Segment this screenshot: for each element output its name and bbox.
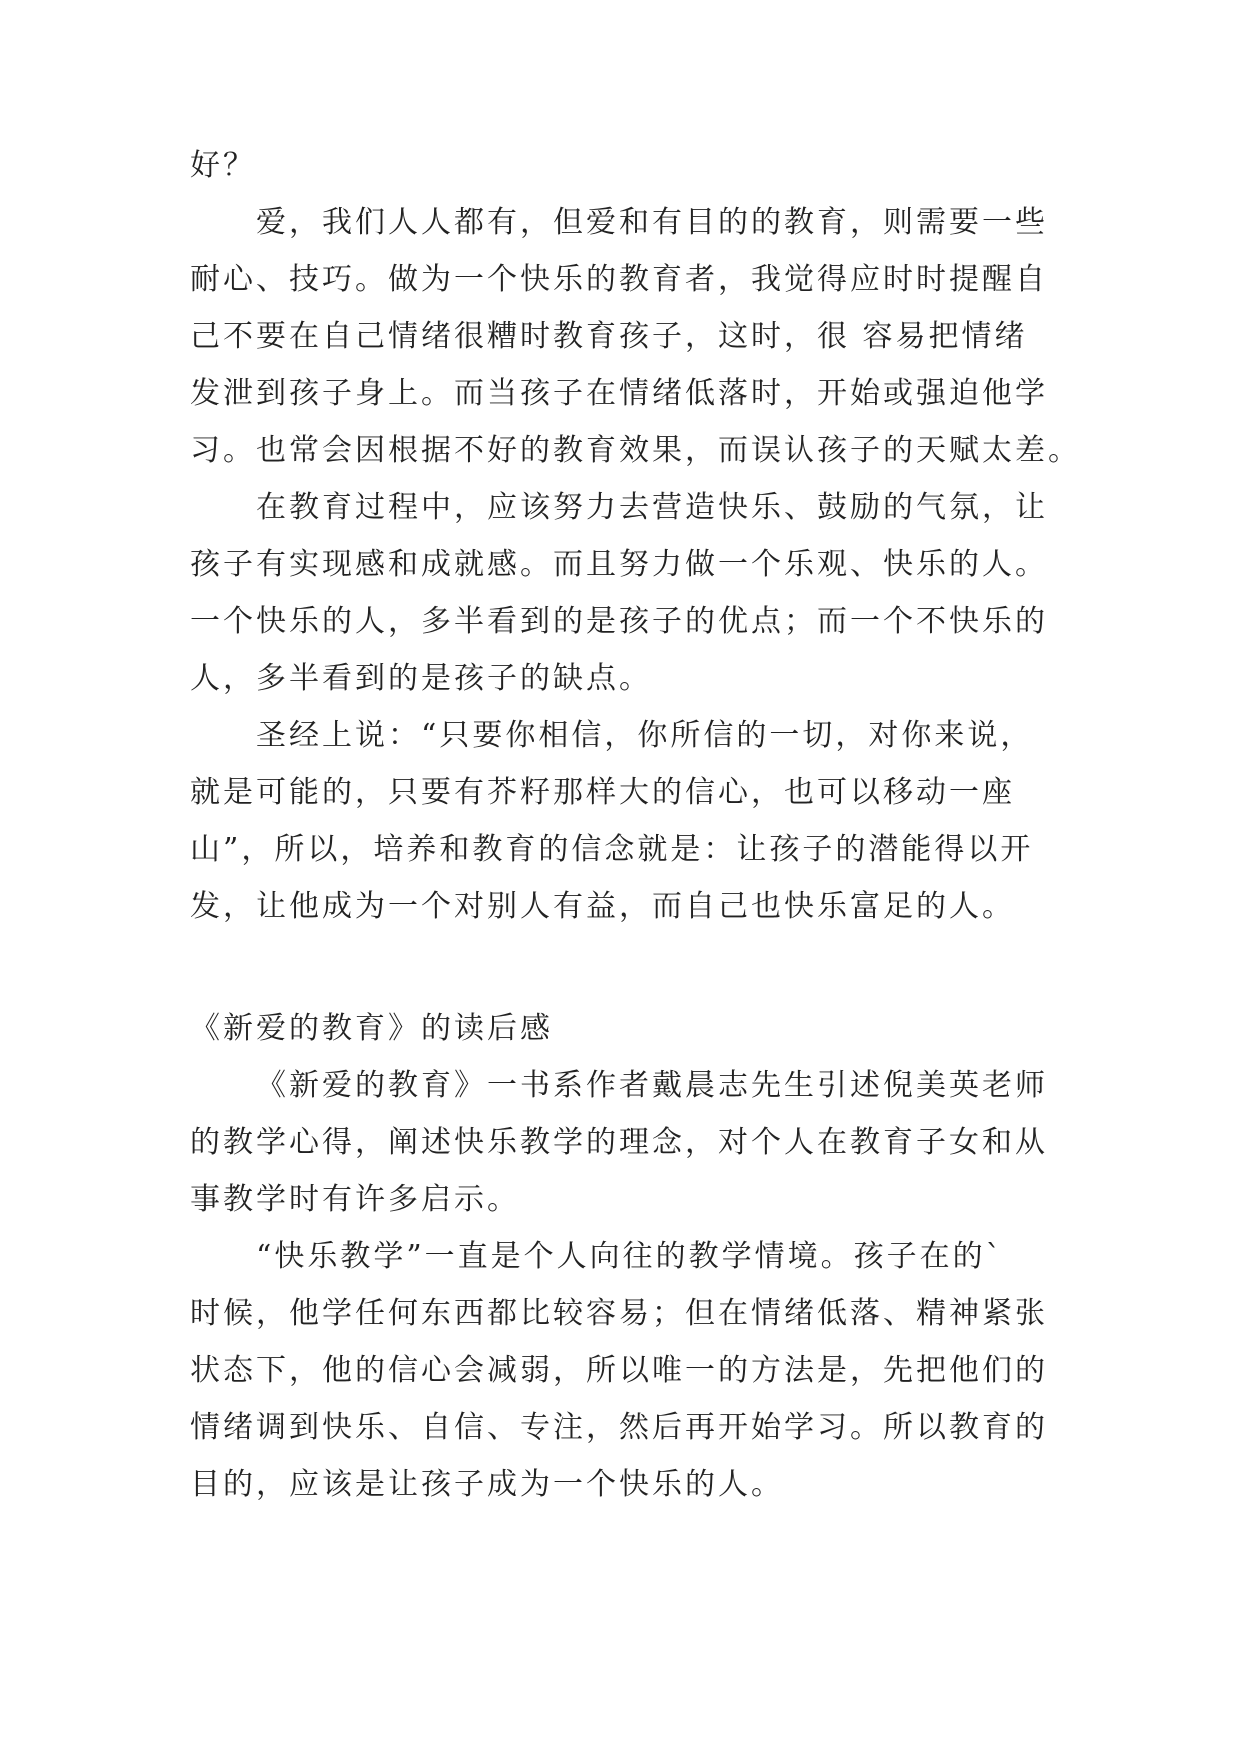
paragraph-start-line: 爱，我们人人都有，但爱和有目的的教育，则需要一些 — [256, 205, 1048, 240]
text-line: 发，让他成为一个对别人有益，而自己也快乐富足的人。 — [190, 889, 1015, 924]
text-line: 己不要在自己情绪很糟时教育孩子，这时，很 容易把情绪 — [190, 319, 1028, 354]
text-line: 状态下，他的信心会减弱，所以唯一的方法是，先把他们的 — [190, 1353, 1048, 1388]
text-line: 山”，所以，培养和教育的信念就是：让孩子的潜能得以开 — [190, 832, 1034, 867]
text-line: 一个快乐的人，多半看到的是孩子的优点；而一个不快乐的 — [190, 604, 1048, 639]
text-line: 人，多半看到的是孩子的缺点。 — [190, 661, 652, 696]
text-line: 发泄到孩子身上。而当孩子在情绪低落时，开始或强迫他学 — [190, 376, 1048, 411]
paragraph-start-line: 圣经上说：“只要你相信，你所信的一切，对你来说， — [256, 718, 1034, 753]
text-line: 习。也常会因根据不好的教育效果，而误认孩子的天赋太差。 — [190, 433, 1081, 468]
paragraph-start-line: 《新爱的教育》一书系作者戴晨志先生引述倪美英老师 — [256, 1068, 1048, 1103]
text-line: 的教学心得，阐述快乐教学的理念，对个人在教育子女和从 — [190, 1125, 1048, 1160]
text-line: 就是可能的，只要有芥籽那样大的信心，也可以移动一座 — [190, 775, 1015, 810]
section-title: 《新爱的教育》的读后感 — [190, 1011, 553, 1046]
text-line: 时候，他学任何东西都比较容易；但在情绪低落、精神紧张 — [190, 1296, 1048, 1331]
paragraph-start-line: “快乐教学”一直是个人向往的教学情境。孩子在的` — [256, 1239, 1004, 1274]
text-line: 耐心、技巧。做为一个快乐的教育者，我觉得应时时提醒自 — [190, 262, 1048, 297]
text-line: 好？ — [190, 148, 256, 183]
paragraph-start-line: 在教育过程中，应该努力去营造快乐、鼓励的气氛，让 — [256, 490, 1048, 525]
text-line: 事教学时有许多启示。 — [190, 1182, 520, 1217]
text-line: 情绪调到快乐、自信、专注，然后再开始学习。所以教育的 — [190, 1410, 1048, 1445]
text-line: 孩子有实现感和成就感。而且努力做一个乐观、快乐的人。 — [190, 547, 1048, 582]
text-line: 目的，应该是让孩子成为一个快乐的人。 — [190, 1467, 784, 1502]
